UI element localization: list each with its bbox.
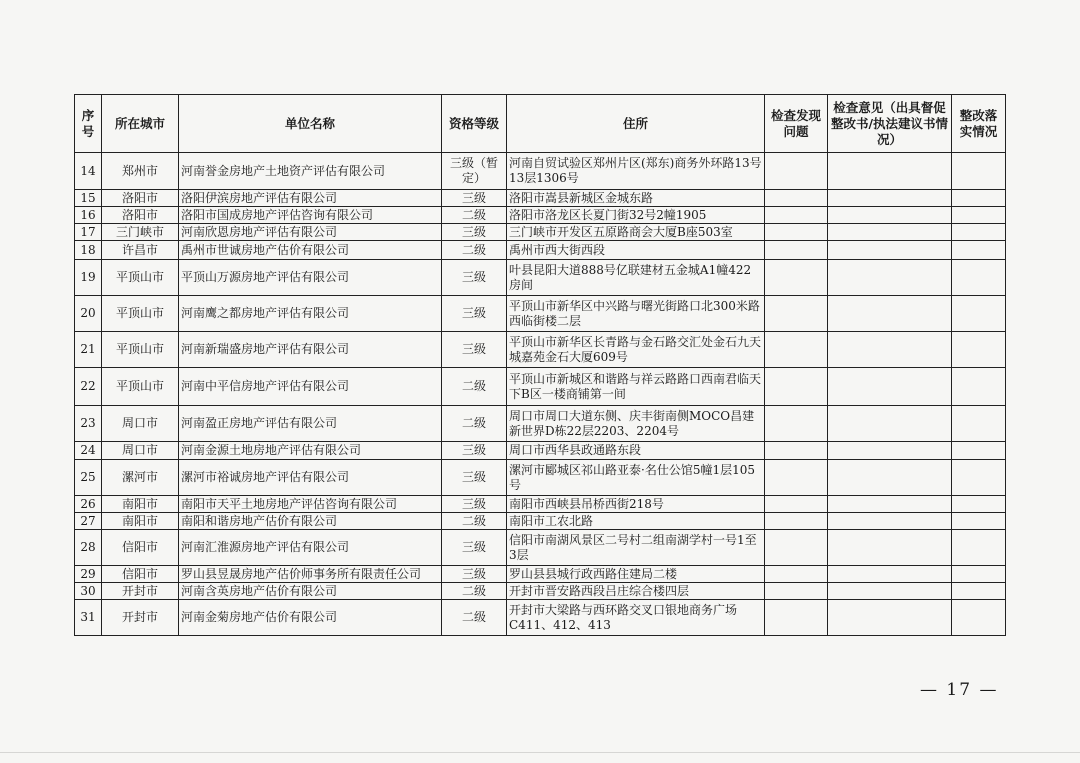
cell-issue [765, 260, 828, 296]
table-header-row [75, 95, 1006, 153]
cell-rectify [952, 190, 1006, 207]
cell-rectify [952, 566, 1006, 583]
cell-seq: 18 [75, 241, 102, 260]
cell-seq: 16 [75, 207, 102, 224]
cell-opinion [828, 566, 952, 583]
cell-address: 罗山县县城行政西路住建局二楼 [507, 566, 765, 583]
cell-rectify [952, 224, 1006, 241]
cell-name: 洛阳市国成房地产评估咨询有限公司 [179, 207, 442, 224]
cell-issue [765, 583, 828, 600]
cell-grade: 三级 [442, 224, 507, 241]
cell-issue [765, 224, 828, 241]
cell-seq: 15 [75, 190, 102, 207]
cell-opinion [828, 224, 952, 241]
cell-seq: 23 [75, 406, 102, 442]
cell-seq: 17 [75, 224, 102, 241]
cell-name: 南阳和谐房地产估价有限公司 [179, 513, 442, 530]
cell-address: 开封市晋安路西段吕庄综合楼四层 [507, 583, 765, 600]
header-grade: 资格等级 [442, 95, 507, 153]
cell-seq: 24 [75, 442, 102, 460]
cell-rectify [952, 460, 1006, 496]
cell-name: 河南誉金房地产土地资产评估有限公司 [179, 153, 442, 190]
cell-name: 平顶山万源房地产评估有限公司 [179, 260, 442, 296]
cell-city: 漯河市 [102, 460, 179, 496]
cell-rectify [952, 260, 1006, 296]
cell-opinion [828, 368, 952, 406]
table-row [75, 460, 1006, 496]
cell-grade: 二级 [442, 513, 507, 530]
cell-seq: 21 [75, 332, 102, 368]
cell-city: 平顶山市 [102, 368, 179, 406]
cell-rectify [952, 583, 1006, 600]
cell-rectify [952, 513, 1006, 530]
cell-name: 河南中平信房地产评估有限公司 [179, 368, 442, 406]
table-row [75, 207, 1006, 224]
cell-issue [765, 241, 828, 260]
cell-rectify [952, 406, 1006, 442]
cell-address: 周口市周口大道东侧、庆丰街南侧MOCO昌建新世界D栋22层2203、2204号 [507, 406, 765, 442]
cell-issue [765, 296, 828, 332]
cell-address: 叶县昆阳大道888号亿联建材五金城A1幢422房间 [507, 260, 765, 296]
cell-city: 开封市 [102, 600, 179, 636]
cell-seq: 31 [75, 600, 102, 636]
cell-name: 罗山县昱晟房地产估价师事务所有限责任公司 [179, 566, 442, 583]
cell-address: 开封市大梁路与西环路交叉口银地商务广场C411、412、413 [507, 600, 765, 636]
cell-opinion [828, 406, 952, 442]
header-opinion: 检查意见（出具督促整改书/执法建议书情况） [828, 95, 952, 153]
cell-rectify [952, 153, 1006, 190]
cell-opinion [828, 190, 952, 207]
table-row [75, 583, 1006, 600]
cell-seq: 30 [75, 583, 102, 600]
cell-grade: 三级 [442, 496, 507, 513]
cell-address: 禹州市西大街西段 [507, 241, 765, 260]
cell-grade: 三级 [442, 260, 507, 296]
cell-city: 信阳市 [102, 530, 179, 566]
cell-seq: 28 [75, 530, 102, 566]
cell-city: 许昌市 [102, 241, 179, 260]
table-row [75, 406, 1006, 442]
table-row [75, 296, 1006, 332]
cell-name: 河南鹰之都房地产评估有限公司 [179, 296, 442, 332]
cell-address: 河南自贸试验区郑州片区(郑东)商务外环路13号13层1306号 [507, 153, 765, 190]
cell-seq: 25 [75, 460, 102, 496]
cell-name: 禹州市世诚房地产估价有限公司 [179, 241, 442, 260]
cell-issue [765, 513, 828, 530]
cell-opinion [828, 583, 952, 600]
cell-name: 河南盈正房地产评估有限公司 [179, 406, 442, 442]
cell-seq: 19 [75, 260, 102, 296]
cell-seq: 14 [75, 153, 102, 190]
cell-grade: 三级 [442, 530, 507, 566]
cell-issue [765, 190, 828, 207]
cell-rectify [952, 368, 1006, 406]
cell-address: 漯河市郾城区祁山路亚泰·名仕公馆5幢1层105号 [507, 460, 765, 496]
table-row [75, 530, 1006, 566]
cell-opinion [828, 260, 952, 296]
table-row [75, 153, 1006, 190]
cell-address: 平顶山市新城区和谐路与祥云路路口西南君临天下B区一楼商铺第一间 [507, 368, 765, 406]
cell-rectify [952, 496, 1006, 513]
cell-issue [765, 406, 828, 442]
cell-name: 河南金菊房地产估价有限公司 [179, 600, 442, 636]
cell-city: 周口市 [102, 406, 179, 442]
header-seq: 序号 [75, 95, 102, 153]
table-row [75, 190, 1006, 207]
cell-grade: 三级 [442, 566, 507, 583]
cell-address: 周口市西华县政通路东段 [507, 442, 765, 460]
cell-rectify [952, 207, 1006, 224]
cell-seq: 29 [75, 566, 102, 583]
cell-rectify [952, 442, 1006, 460]
cell-grade: 三级 [442, 190, 507, 207]
cell-city: 南阳市 [102, 513, 179, 530]
cell-address: 洛阳市洛龙区长夏门街32号2幢1905 [507, 207, 765, 224]
header-city: 所在城市 [102, 95, 179, 153]
cell-seq: 27 [75, 513, 102, 530]
page-number: — 17 — [920, 680, 999, 700]
cell-opinion [828, 442, 952, 460]
cell-name: 河南新瑞盛房地产评估有限公司 [179, 332, 442, 368]
cell-rectify [952, 241, 1006, 260]
cell-city: 郑州市 [102, 153, 179, 190]
cell-grade: 二级 [442, 406, 507, 442]
cell-opinion [828, 207, 952, 224]
cell-city: 开封市 [102, 583, 179, 600]
cell-opinion [828, 513, 952, 530]
cell-city: 洛阳市 [102, 207, 179, 224]
scan-edge-line [0, 752, 1080, 753]
cell-issue [765, 600, 828, 636]
cell-grade: 三级（暂定） [442, 153, 507, 190]
cell-address: 南阳市工农北路 [507, 513, 765, 530]
cell-issue [765, 460, 828, 496]
inspection-table [74, 94, 1006, 636]
table-row [75, 566, 1006, 583]
cell-address: 平顶山市新华区长青路与金石路交汇处金石九天城嘉苑金石大厦609号 [507, 332, 765, 368]
cell-name: 河南金源土地房地产评估有限公司 [179, 442, 442, 460]
cell-name: 南阳市天平土地房地产评估咨询有限公司 [179, 496, 442, 513]
cell-grade: 二级 [442, 207, 507, 224]
cell-city: 洛阳市 [102, 190, 179, 207]
cell-issue [765, 153, 828, 190]
cell-name: 河南含英房地产估价有限公司 [179, 583, 442, 600]
cell-seq: 26 [75, 496, 102, 513]
cell-grade: 三级 [442, 296, 507, 332]
header-address: 住所 [507, 95, 765, 153]
cell-city: 平顶山市 [102, 296, 179, 332]
cell-grade: 三级 [442, 332, 507, 368]
table-row [75, 442, 1006, 460]
cell-name: 河南欣恩房地产评估有限公司 [179, 224, 442, 241]
cell-grade: 三级 [442, 442, 507, 460]
cell-opinion [828, 460, 952, 496]
cell-opinion [828, 530, 952, 566]
cell-city: 平顶山市 [102, 332, 179, 368]
table-row [75, 260, 1006, 296]
table-row [75, 496, 1006, 513]
cell-name: 洛阳伊滨房地产评估有限公司 [179, 190, 442, 207]
header-name: 单位名称 [179, 95, 442, 153]
cell-grade: 二级 [442, 241, 507, 260]
cell-city: 南阳市 [102, 496, 179, 513]
cell-rectify [952, 600, 1006, 636]
table-row [75, 513, 1006, 530]
cell-city: 平顶山市 [102, 260, 179, 296]
cell-grade: 二级 [442, 600, 507, 636]
cell-issue [765, 530, 828, 566]
cell-issue [765, 442, 828, 460]
cell-rectify [952, 530, 1006, 566]
cell-opinion [828, 332, 952, 368]
cell-issue [765, 368, 828, 406]
cell-issue [765, 207, 828, 224]
cell-issue [765, 496, 828, 513]
cell-grade: 二级 [442, 368, 507, 406]
cell-grade: 二级 [442, 583, 507, 600]
cell-address: 洛阳市嵩县新城区金城东路 [507, 190, 765, 207]
cell-address: 信阳市南湖风景区二号村二组南湖学村一号1至3层 [507, 530, 765, 566]
cell-rectify [952, 296, 1006, 332]
header-rectify: 整改落实情况 [952, 95, 1006, 153]
table-row [75, 241, 1006, 260]
cell-opinion [828, 496, 952, 513]
cell-opinion [828, 153, 952, 190]
cell-name: 漯河市裕诚房地产评估有限公司 [179, 460, 442, 496]
table-row [75, 368, 1006, 406]
cell-city: 信阳市 [102, 566, 179, 583]
table-row [75, 332, 1006, 368]
cell-opinion [828, 241, 952, 260]
cell-issue [765, 332, 828, 368]
cell-city: 三门峡市 [102, 224, 179, 241]
cell-issue [765, 566, 828, 583]
cell-rectify [952, 332, 1006, 368]
cell-opinion [828, 296, 952, 332]
cell-address: 南阳市西峡县吊桥西街218号 [507, 496, 765, 513]
cell-address: 平顶山市新华区中兴路与曙光街路口北300米路西临街楼二层 [507, 296, 765, 332]
cell-seq: 22 [75, 368, 102, 406]
cell-seq: 20 [75, 296, 102, 332]
table-row [75, 224, 1006, 241]
table-row [75, 600, 1006, 636]
cell-city: 周口市 [102, 442, 179, 460]
cell-grade: 三级 [442, 460, 507, 496]
cell-opinion [828, 600, 952, 636]
header-issue: 检查发现问题 [765, 95, 828, 153]
cell-name: 河南汇淮源房地产评估有限公司 [179, 530, 442, 566]
cell-address: 三门峡市开发区五原路商会大厦B座503室 [507, 224, 765, 241]
